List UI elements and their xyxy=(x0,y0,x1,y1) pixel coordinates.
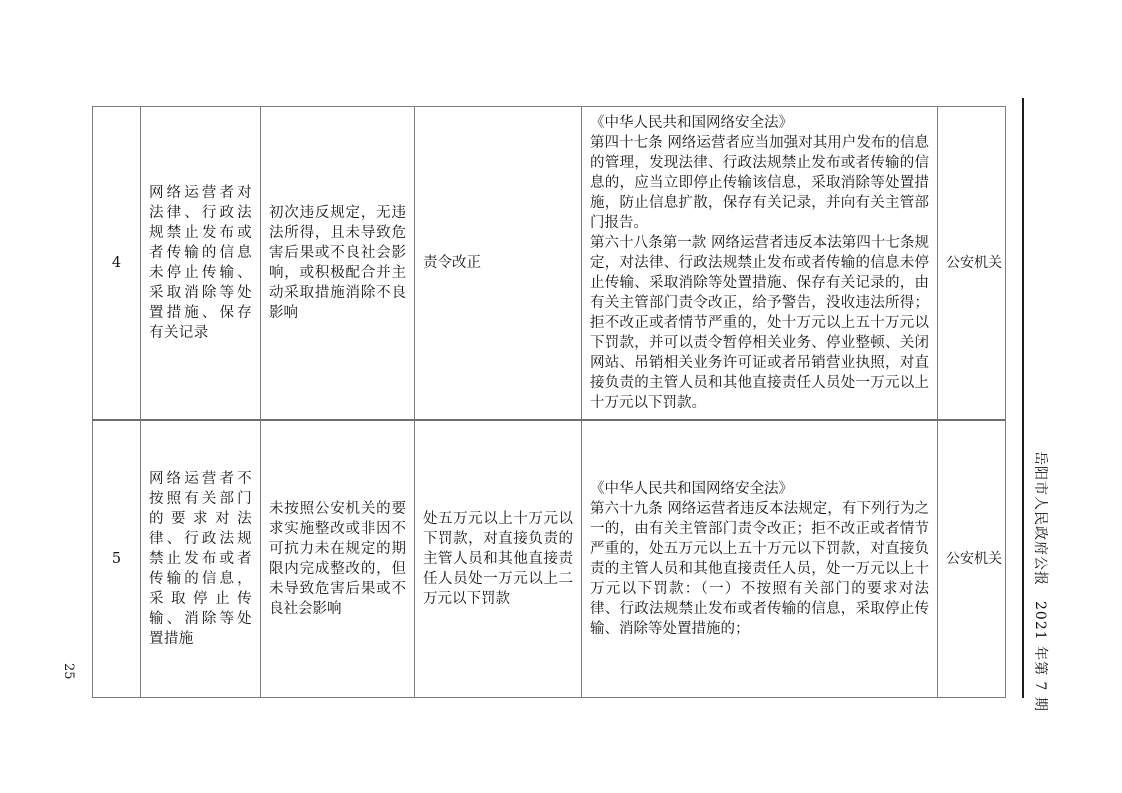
circumstance-cell: 初次违反规定，无违法所得，且未导致危害后果或不良社会影响，或积极配合并主动采取措施消除不良影响 xyxy=(261,107,415,421)
row-number-cell: 4 xyxy=(93,107,141,421)
law-title: 《中华人民共和国网络安全法》 xyxy=(590,480,793,497)
table-row xyxy=(93,107,1006,421)
gazette-sidebar-title: 岳阳市人民政府公报 2021 年第 7 期 xyxy=(1032,451,1048,712)
law-article: 第六十八条第一款 网络运营者违反本法第四十七条规定，对法律、行政法规禁止发布或者传输的信息未停止传输、采取消除等处置措施、保存有关记录的，由有关主管部门责令改正，给予警告，没收违法所得；拒不改正或者情节严重的，处十万元以上五十万元以下罚款，并可以责令暂停相关业务、停业整顿、关闭网站、吊销相关业务许可证或者吊销营业执照，对直接负责的主管人员和其他直接责任人员处一万元以上十万元以下罚款。 xyxy=(590,235,929,411)
penalty-rules-table xyxy=(92,106,1006,698)
authority-cell: 公安机关 xyxy=(938,107,1006,421)
sidebar-divider-line xyxy=(1022,98,1024,698)
circumstance-cell: 未按照公安机关的要求实施整改或非因不可抗力未在规定的期限内完成整改的，但未导致危害后果或不良社会影响 xyxy=(261,420,415,697)
table-row xyxy=(93,420,1006,697)
penalty-cell: 责令改正 xyxy=(415,107,582,421)
authority-cell: 公安机关 xyxy=(938,420,1006,697)
violation-cell: 网络运营者对法律、行政法规禁止发布或者传输的信息未停止传输、采取消除等处置措施、保存有关记录 xyxy=(141,107,261,421)
row-number-cell: 5 xyxy=(93,420,141,697)
law-article: 第四十七条 网络运营者应当加强对其用户发布的信息的管理，发现法律、行政法规禁止发布或者传输的信息的，应当立即停止传输该信息，采取消除等处置措施，防止信息扩散，保存有关记录，并向有关主管部门报告。 xyxy=(590,135,929,231)
page-number: 25 xyxy=(61,663,76,680)
penalty-cell: 处五万元以上十万元以下罚款，对直接负责的主管人员和其他直接责任人员处一万元以上二万元以下罚款 xyxy=(415,420,582,697)
legal-basis-cell xyxy=(582,420,938,697)
violation-cell: 网络运营者不按照有关部门的要求对法律、行政法规禁止发布或者传输的信息，采取停止传输、消除等处置措施 xyxy=(141,420,261,697)
legal-basis-cell xyxy=(582,107,938,421)
law-title: 《中华人民共和国网络安全法》 xyxy=(590,115,793,131)
law-article: 第六十九条 网络运营者违反本法规定，有下列行为之一的，由有关主管部门责令改正；拒不改正或者情节严重的，处五万元以上五十万元以下罚款，对直接负责的主管人员和其他直接责任人员，处一万元以上十万元以下罚款：（一）不按照有关部门的要求对法律、行政法规禁止发布或者传输的信息，采取停止传输、消除等处置措施的； xyxy=(590,500,929,637)
